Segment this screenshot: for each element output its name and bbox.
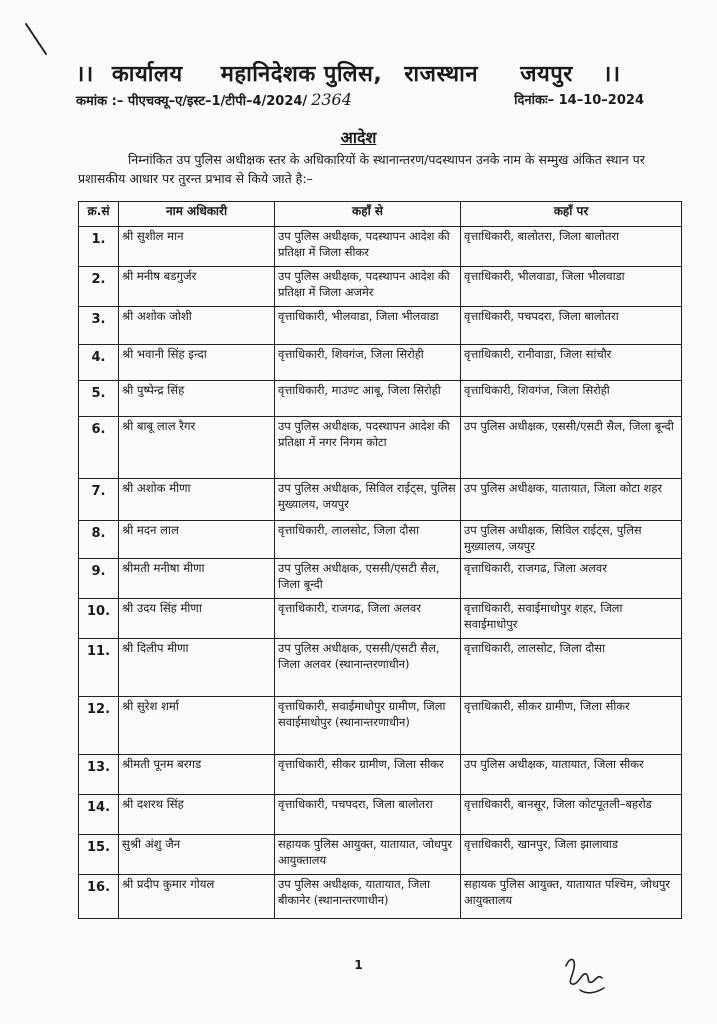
from-cell: वृत्ताधिकारी, सीकर ग्रामीण, जिला सीकर	[275, 755, 461, 795]
header-title: महानिदेशक पुलिस,	[220, 62, 383, 87]
from-cell: उप पुलिस अधीक्षक, एससी/एसटी सैल, जिला बून्दी	[275, 559, 461, 599]
table-row	[79, 479, 682, 521]
from-cell: उप पुलिस अधीक्षक, पदस्थापन आदेश की प्रतिक्षा में जिला अजमेर	[275, 267, 461, 307]
header-city: जयपुर	[520, 62, 573, 87]
reference-line	[76, 90, 676, 109]
transfer-table	[78, 201, 682, 919]
to-cell: वृत्ताधिकारी, खानपुर, जिला झालावाड	[461, 835, 682, 875]
officer-name-cell: श्रीमती पूनम बरगड	[119, 755, 275, 795]
ref-date	[514, 90, 644, 108]
to-cell: वृत्ताधिकारी, भीलवाडा, जिला भीलवाडा	[461, 267, 682, 307]
to-cell: वृत्ताधिकारी, सवाईमाधोपुर शहर, जिला सवाईमाधोपुर	[461, 599, 682, 639]
table-row	[79, 875, 682, 919]
to-cell: वृत्ताधिकारी, शिवगंज, जिला सिरोही	[461, 381, 682, 417]
to-cell: वृत्ताधिकारी, सीकर ग्रामीण, जिला सीकर	[461, 697, 682, 755]
date-label: दिनांकः–	[514, 93, 555, 108]
table-row	[79, 307, 682, 345]
to-cell: वृत्ताधिकारी, रानीवाडा, जिला सांचौर	[461, 345, 682, 381]
serial-cell: 14.	[79, 795, 119, 835]
header-state: राजस्थान	[404, 62, 479, 87]
serial-cell: 2.	[79, 267, 119, 307]
officer-name-cell: श्री सुशील मान	[119, 227, 275, 267]
table-row	[79, 267, 682, 307]
serial-cell: 5.	[79, 381, 119, 417]
from-cell: उप पुलिस अधीक्षक, पदस्थापन आदेश की प्रतिक्षा में नगर निगम कोटा	[275, 417, 461, 479]
from-cell: वृत्ताधिकारी, राजगढ, जिला अलवर	[275, 599, 461, 639]
table-row	[79, 345, 682, 381]
from-cell: उप पुलिस अधीक्षक, यातायात, जिला बीकानेर (स्थानान्तरणाधीन)	[275, 875, 461, 919]
serial-cell: 10.	[79, 599, 119, 639]
table-row	[79, 599, 682, 639]
table-row	[79, 381, 682, 417]
to-cell: वृत्ताधिकारी, लालसोट, जिला दौसा	[461, 639, 682, 697]
header-to: कहाँ पर	[461, 202, 682, 227]
table-row	[79, 835, 682, 875]
serial-cell: 8.	[79, 521, 119, 559]
header-office: कार्यालय	[111, 62, 183, 87]
officer-name-cell: श्री पुष्पेन्द्र सिंह	[119, 381, 275, 417]
to-cell: उप पुलिस अधीक्षक, सिविल राईट्स, पुलिस मुख्यालय, जयपुर	[461, 521, 682, 559]
ref-handwritten-number: 2364	[311, 90, 352, 109]
ref-label: कमांक :–	[76, 94, 124, 109]
officer-name-cell: श्री दिलीप मीणा	[119, 639, 275, 697]
officer-name-cell: श्री अशोक मीणा	[119, 479, 275, 521]
serial-cell: 16.	[79, 875, 119, 919]
table-row	[79, 559, 682, 599]
to-cell: वृत्ताधिकारी, पचपदरा, जिला बालोतरा	[461, 307, 682, 345]
to-cell: उप पुलिस अधीक्षक, एससी/एसटी सैल, जिला बून्दी	[461, 417, 682, 479]
officer-name-cell: श्रीमती मनीषा मीणा	[119, 559, 275, 599]
header-name: नाम अधिकारी	[119, 202, 275, 227]
officer-name-cell: श्री भवानी सिंह इन्दा	[119, 345, 275, 381]
from-cell: वृत्ताधिकारी, माउण्ट आबू, जिला सिरोही	[275, 381, 461, 417]
from-cell: उप पुलिस अधीक्षक, सिविल राईट्स, पुलिस मुख्यालय, जयपुर	[275, 479, 461, 521]
from-cell: वृत्ताधिकारी, सवाईमाधोपुर ग्रामीण, जिला सवाईमाधोपुर (स्थानान्तरणाधीन)	[275, 697, 461, 755]
date-value: 14–10–2024	[558, 93, 644, 108]
intro-paragraph: निम्नांकित उप पुलिस अधीक्षक स्तर के अधिकारियों के स्थानान्तरण/पदस्थापन उनके नाम के सम्मुख अंकित स्थान पर प्रशासकीय आधार पर तुरन्त प्रभाव से किये जाते है:–	[78, 152, 645, 186]
officer-name-cell: सुश्री अंशु जैन	[119, 835, 275, 875]
header-right-mark: ।।	[602, 62, 621, 87]
to-cell: वृत्ताधिकारी, राजगढ, जिला अलवर	[461, 559, 682, 599]
table-row	[79, 795, 682, 835]
officer-name-cell: श्री उदय सिंह मीणा	[119, 599, 275, 639]
from-cell: सहायक पुलिस आयुक्त, यातायात, जोधपुर आयुक्तालय	[275, 835, 461, 875]
officer-name-cell: श्री प्रदीप कुमार गोयल	[119, 875, 275, 919]
to-cell: वृत्ताधिकारी, बानसूर, जिला कोटपूतली–बहरोड	[461, 795, 682, 835]
serial-cell: 6.	[79, 417, 119, 479]
table-row	[79, 697, 682, 755]
signature-mark	[560, 952, 610, 998]
to-cell: उप पुलिस अधीक्षक, यातायात, जिला कोटा शहर	[461, 479, 682, 521]
officer-name-cell: श्री मनीष बडगुर्जर	[119, 267, 275, 307]
ref-number: पीएचक्यू–ए/इस्ट–1/टीपी–4/2024/	[127, 94, 308, 109]
from-cell: वृत्ताधिकारी, लालसोट, जिला दौसा	[275, 521, 461, 559]
table-row	[79, 755, 682, 795]
table-row	[79, 417, 682, 479]
officer-name-cell: श्री मदन लाल	[119, 521, 275, 559]
serial-cell: 1.	[79, 227, 119, 267]
serial-cell: 13.	[79, 755, 119, 795]
serial-cell: 11.	[79, 639, 119, 697]
to-cell: उप पुलिस अधीक्षक, यातायात, जिला सीकर	[461, 755, 682, 795]
pen-stroke-mark	[22, 20, 52, 60]
serial-cell: 12.	[79, 697, 119, 755]
from-cell: उप पुलिस अधीक्षक, पदस्थापन आदेश की प्रतिक्षा में जिला सीकर	[275, 227, 461, 267]
from-cell: वृत्ताधिकारी, पचपदरा, जिला बालोतरा	[275, 795, 461, 835]
officer-name-cell: श्री सुरेश शर्मा	[119, 697, 275, 755]
table-row	[79, 227, 682, 267]
serial-cell: 9.	[79, 559, 119, 599]
table-row	[79, 521, 682, 559]
header-from: कहाँ से	[275, 202, 461, 227]
officer-name-cell: श्री अशोक जोशी	[119, 307, 275, 345]
header-left-mark: ।।	[76, 62, 94, 87]
to-cell: वृत्ताधिकारी, बालोतरा, जिला बालोतरा	[461, 227, 682, 267]
officer-name-cell: श्री दशरथ सिंह	[119, 795, 275, 835]
officer-name-cell: श्री बाबू लाल रैगर	[119, 417, 275, 479]
serial-cell: 15.	[79, 835, 119, 875]
from-cell: वृत्ताधिकारी, शिवगंज, जिला सिरोही	[275, 345, 461, 381]
page-number: 1	[354, 958, 363, 972]
office-header	[76, 58, 676, 88]
to-cell: सहायक पुलिस आयुक्त, यातायात पश्चिम, जोधपुर आयुक्तालय	[461, 875, 682, 919]
serial-cell: 7.	[79, 479, 119, 521]
serial-cell: 3.	[79, 307, 119, 345]
serial-cell: 4.	[79, 345, 119, 381]
header-serial: क्र.सं	[79, 202, 119, 227]
order-title: आदेश	[340, 128, 377, 147]
from-cell: उप पुलिस अधीक्षक, एससी/एसटी सैल, जिला अलवर (स्थानान्तरणाधीन)	[275, 639, 461, 697]
table-row	[79, 639, 682, 697]
table-header-row	[79, 202, 682, 227]
from-cell: वृत्ताधिकारी, भीलवाडा, जिला भीलवाडा	[275, 307, 461, 345]
